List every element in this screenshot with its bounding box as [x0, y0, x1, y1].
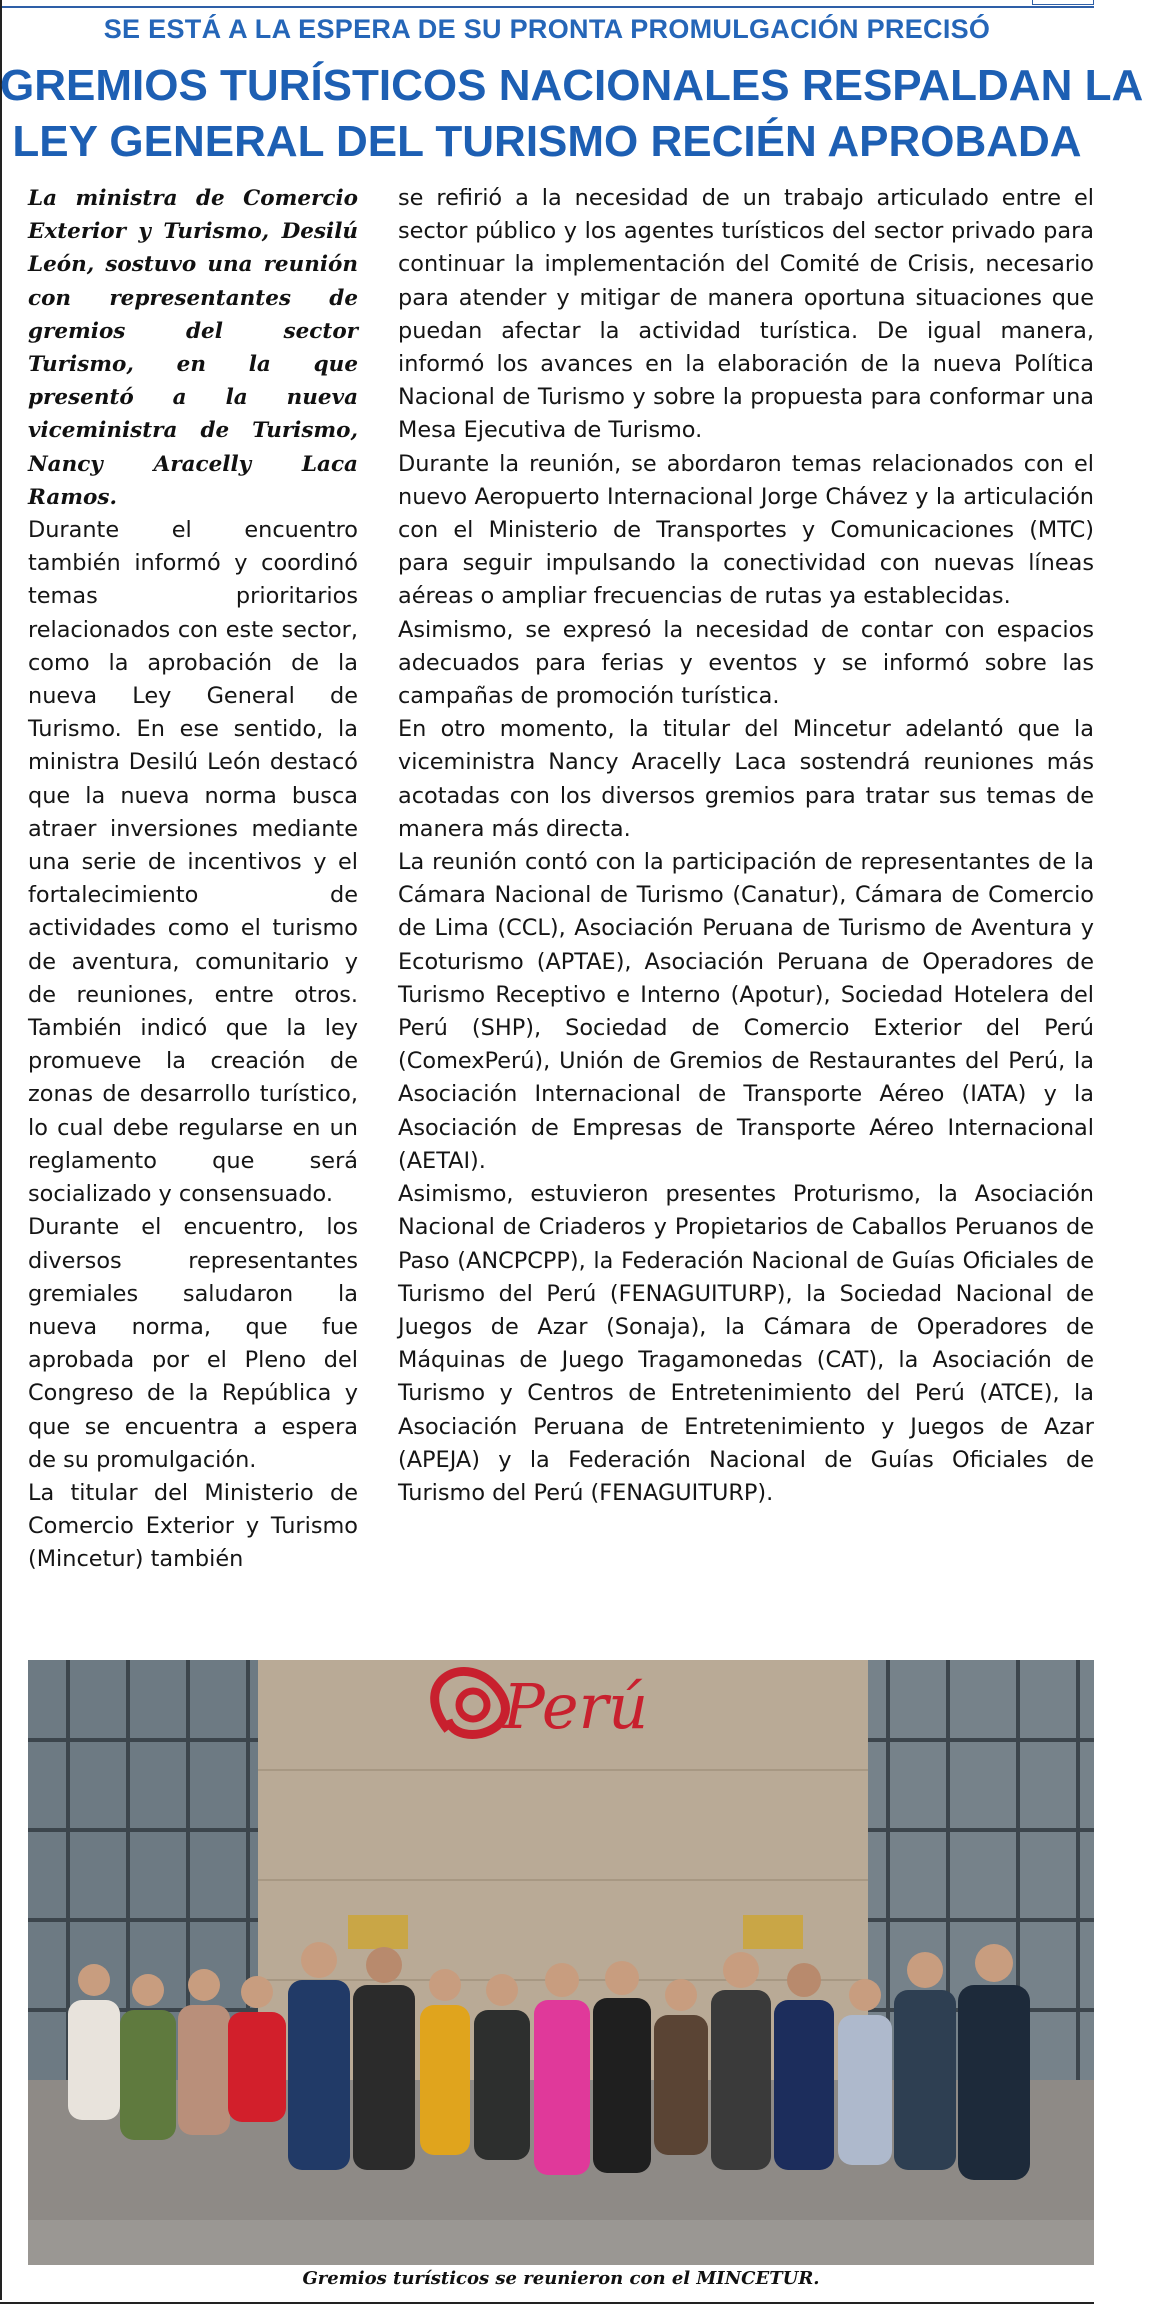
peru-sign-text: Perú	[503, 1670, 649, 1743]
left-column	[28, 182, 358, 1577]
article-kicker: SE ESTÁ A LA ESPERA DE SU PRONTA PROMULGACIÓN PRECISÓ	[103, 14, 991, 44]
body-paragraph: Asimismo, se expresó la necesidad de contar con espacios adecuados para ferias y eventos y se informó sobre las campañas de promoción turística.	[398, 616, 1094, 710]
bottom-rule	[0, 2302, 1094, 2304]
body-paragraph: Durante la reunión, se abordaron temas relacionados con el nuevo Aeropuerto Internacional Jorge Chávez y la articulación con el Ministerio de Transportes y Comunicaciones (MTC) para seguir impulsando la conectividad con nuevas líneas aéreas o ampliar frecuencias de rutas ya establecidas.	[398, 450, 1094, 610]
group-photo-illustration	[28, 1660, 1094, 2265]
lead-paragraph: La ministra de Comercio Exterior y Turismo, Desilú León, sostuvo una reunión con representantes de gremios del sector Turismo, en la que presentó a la nueva viceministra de Turismo, Nancy Aracelly Laca Ramos.	[28, 186, 358, 510]
headline-line-1: GREMIOS TURÍSTICOS NACIONALES RESPALDAN LA	[0, 61, 1144, 110]
right-column	[398, 182, 1094, 1510]
article-headline	[0, 58, 1144, 170]
body-paragraph: se refirió a la necesidad de un trabajo articulado entre el sector público y los agentes turísticos del sector privado para continuar la implementación del Comité de Crisis, necesario para atender y mitigar de manera oportuna situaciones que puedan afectar la actividad turística. De igual manera, informó los avances en la elaboración de la nueva Política Nacional de Turismo y sobre la propuesta para conformar una Mesa Ejecutiva de Turismo.	[398, 185, 1094, 444]
body-paragraph: La reunión contó con la participación de representantes de la Cámara Nacional de Turismo (Canatur), Cámara de Comercio de Lima (CCL), Asociación Peruana de Turismo de Aventura y Ecoturismo (APTAE), Asociación Peruana de Operadores de Turismo Receptivo e Interno (Apotur), Sociedad Hotelera del Perú (SHP), Sociedad de Comercio Exterior del Perú (ComexPerú), Unión de Gremios de Restaurantes del Perú, la Asociación Internacional de Transporte Aéreo (IATA) y la Asociación de Empresas de Transporte Aéreo Internacional (AETAI).	[398, 849, 1094, 1174]
left-border-rule	[0, 0, 2, 2300]
top-rule	[0, 0, 1094, 8]
photo-caption: Gremios turísticos se reunieron con el MINCETUR.	[302, 2268, 820, 2289]
body-paragraph: Durante el encuentro también informó y coordinó temas prioritarios relacionados con este sector, como la aprobación de la nueva Ley General de Turismo. En ese sentido, la ministra Desilú León destacó que la nueva norma busca atraer inversiones mediante una serie de incentivos y el fortalecimiento de actividades como el turismo de aventura, comunitario y de reuniones, entre otros. También indicó que la ley promueve la creación de zonas de desarrollo turístico, lo cual debe regularse en un reglamento que será socializado y consensuado.	[28, 517, 358, 1208]
body-paragraph: En otro momento, la titular del Mincetur adelantó que la viceministra Nancy Aracelly Laca sostendrá reuniones más acotadas con los diversos gremios para tratar sus temas de manera más directa.	[398, 716, 1094, 842]
top-rule-tab	[1032, 0, 1094, 5]
body-paragraph: Asimismo, estuvieron presentes Proturismo, la Asociación Nacional de Criaderos y Propietarios de Caballos Peruanos de Paso (ANCPCPP), la Federación Nacional de Guías Oficiales de Turismo del Perú (FENAGUITURP), la Sociedad Nacional de Juegos de Azar (Sonaja), la Cámara de Operadores de Máquinas de Juego Tragamonedas (CAT), la Asociación de Turismo y Centros de Entretenimiento del Perú (ATCE), la Asociación Peruana de Entretenimiento y Juegos de Azar (APEJA) y la Federación Nacional de Guías Oficiales de Turismo del Perú (FENAGUITURP).	[398, 1181, 1094, 1506]
body-paragraph: Durante el encuentro, los diversos representantes gremiales saludaron la nueva norma, que fue aprobada por el Pleno del Congreso de la República y que se encuentra a espera de su promulgación.	[28, 1214, 358, 1473]
headline-line-2: LEY GENERAL DEL TURISMO RECIÉN APROBADA	[12, 117, 1082, 166]
body-paragraph: La titular del Ministerio de Comercio Exterior y Turismo (Mincetur) también	[28, 1479, 358, 1573]
group-photo	[28, 1660, 1094, 2265]
